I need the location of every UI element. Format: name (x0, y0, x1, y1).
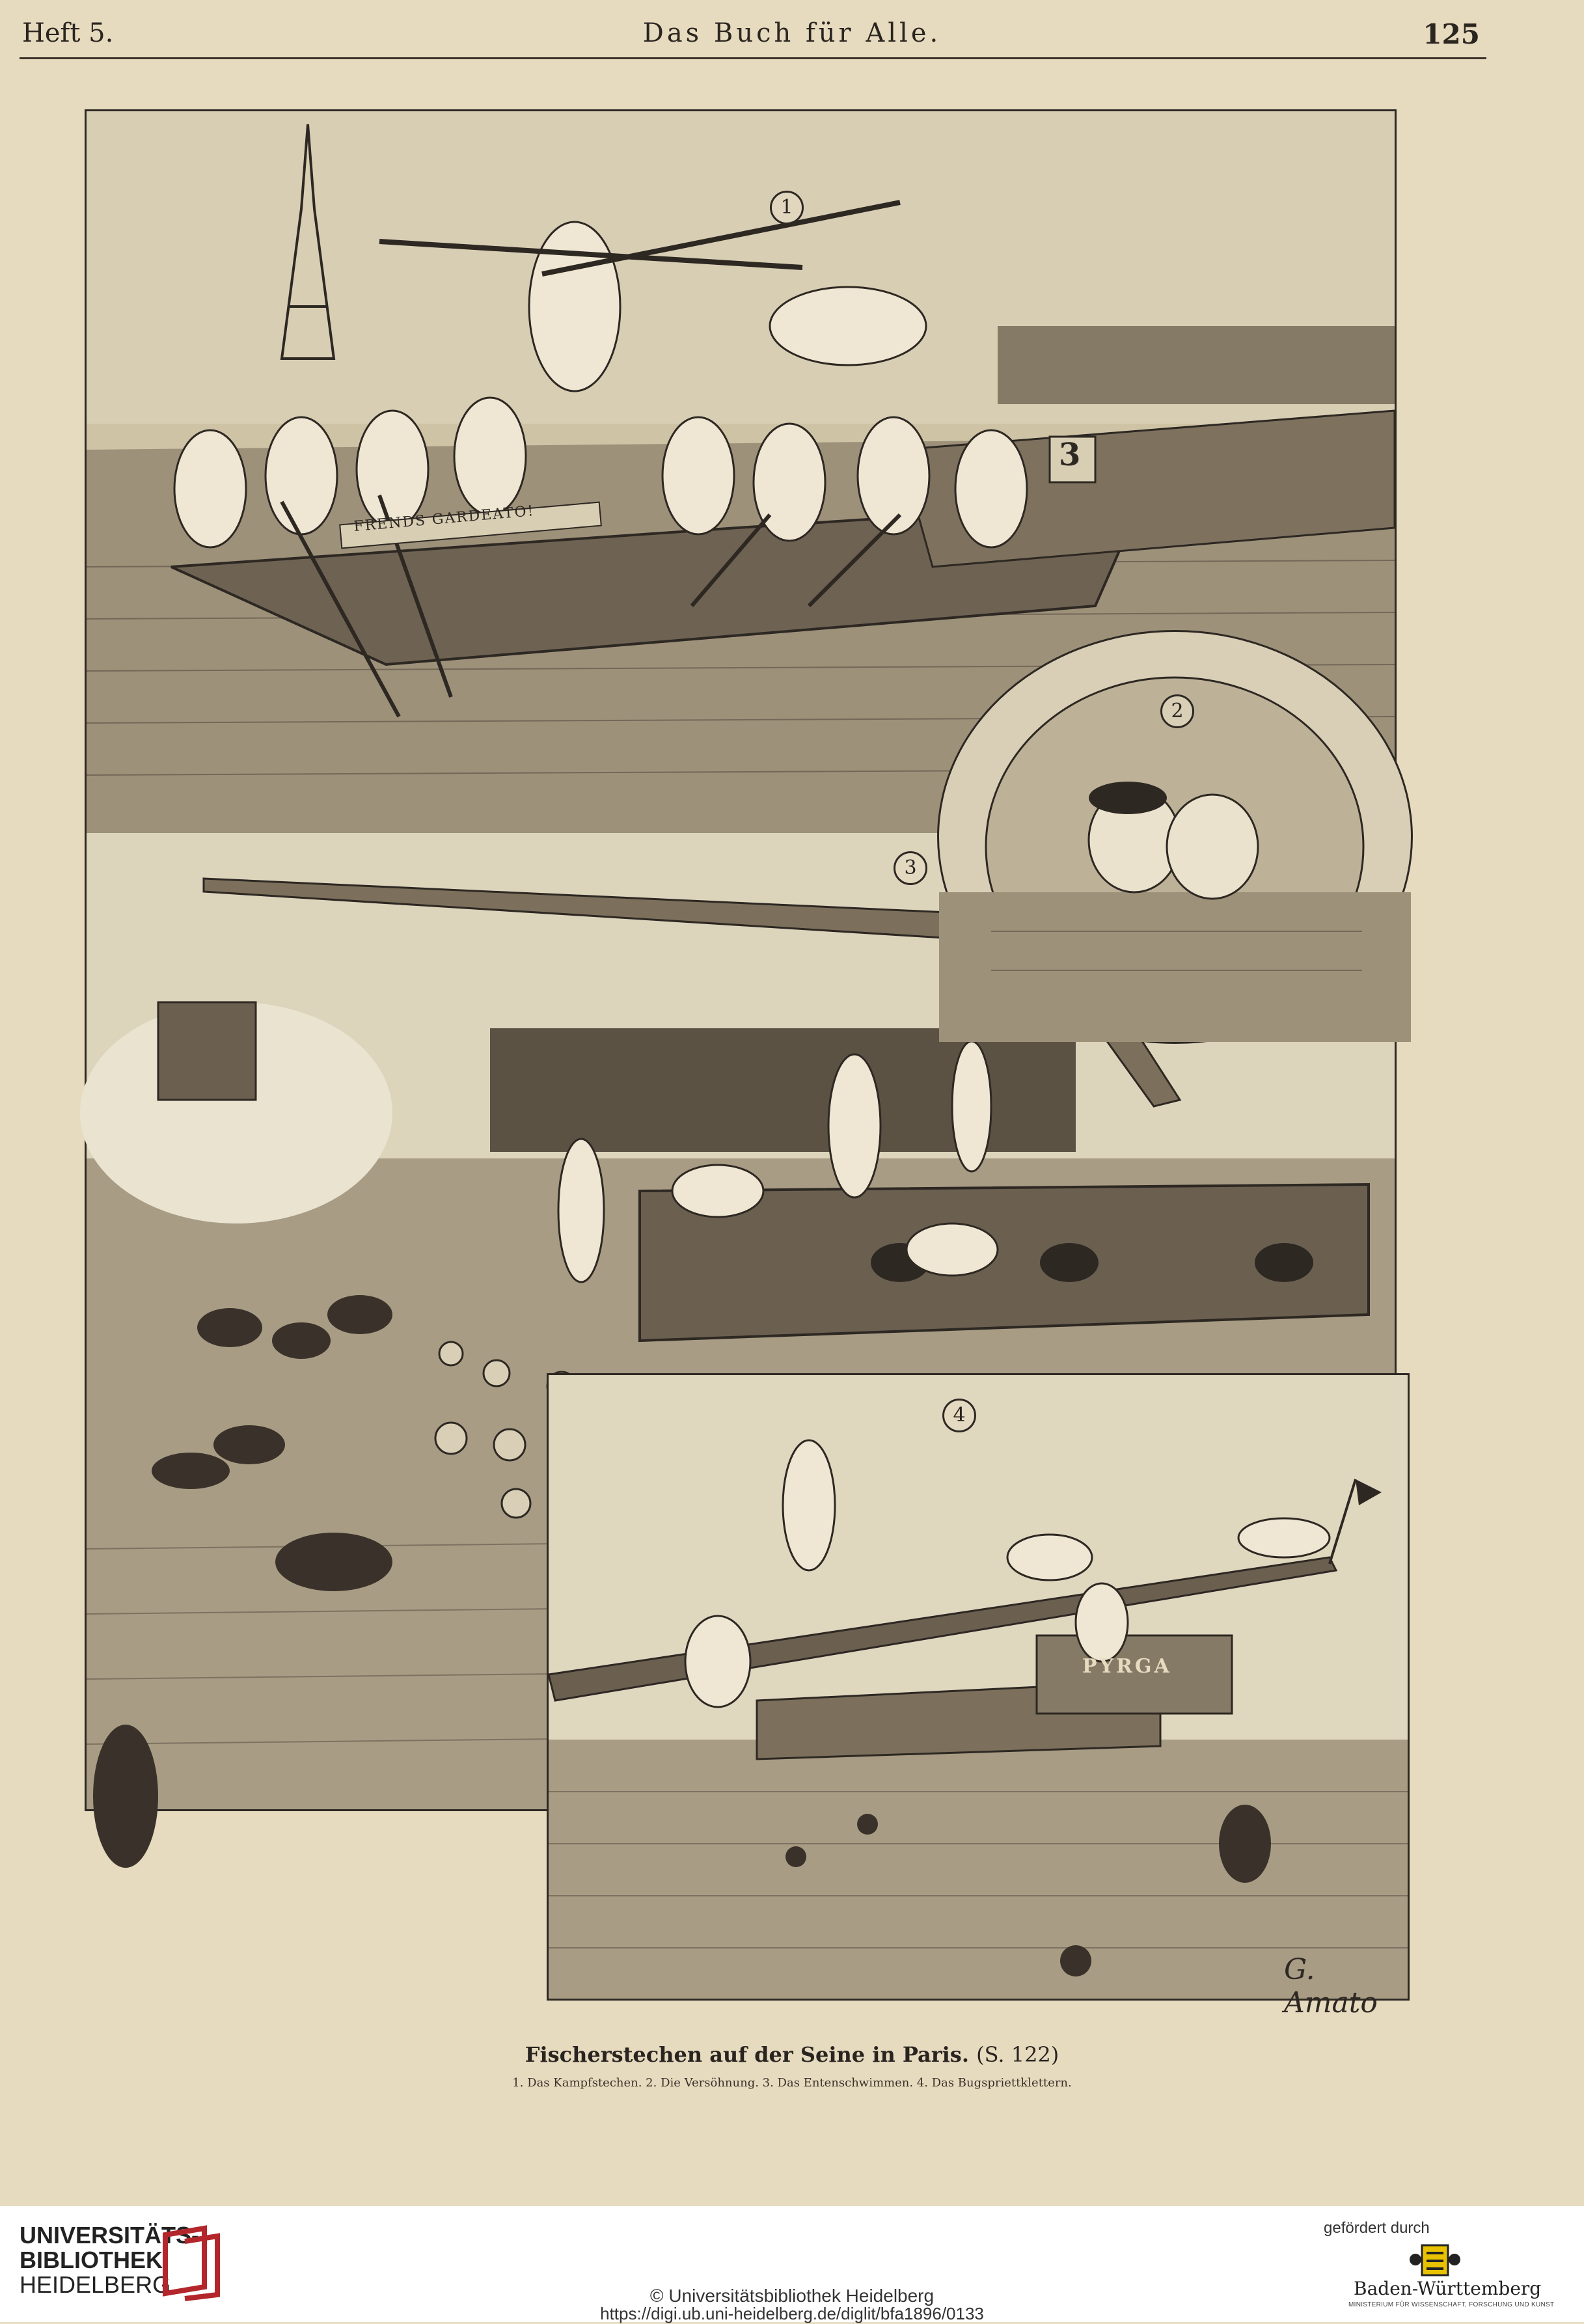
plate-1-number: 1 (770, 191, 804, 225)
plate-4-number: 4 (942, 1399, 976, 1432)
state-coat-of-arms-icon (1406, 2240, 1464, 2279)
journal-title: Das Buch für Alle. (642, 18, 942, 48)
library-name-line-2: BIBLIOTHEK (20, 2247, 163, 2273)
steamer-sign: PYRGA (1082, 1655, 1172, 1678)
plate-3-number: 3 (894, 851, 927, 885)
caption-subtitle: 1. Das Kampfstechen. 2. Die Versöhnung. 3. Das Entenschwimmen. 4. Das Bugspriettklettern. (512, 2076, 1072, 2090)
boat-number-sign: 3 (1059, 437, 1081, 473)
plate-4-illustration (547, 1373, 1410, 2019)
ministry-name: MINISTERIUM FÜR WISSENSCHAFT, FORSCHUNG UND KUNST (1348, 2301, 1555, 2308)
state-name: Baden-Württemberg (1354, 2278, 1542, 2299)
caption-title-text: Fischerstechen auf der Seine in Paris. (525, 2042, 969, 2067)
plate-4-engraving (549, 1375, 1408, 1999)
copyright-text: © Universitätsbibliothek Heidelberg (649, 2286, 935, 2306)
header-rule (20, 57, 1486, 59)
funded-by-label: gefördert durch (1324, 2219, 1430, 2237)
plate-2-illustration (937, 630, 1413, 1044)
digitization-footer (0, 2206, 1584, 2322)
caption-title (0, 2042, 1584, 2067)
plate-2-number: 2 (1160, 694, 1194, 728)
boat-name-sign: FRENDS GARDEATO! (353, 502, 536, 536)
caption-page-ref: (S. 122) (976, 2042, 1059, 2067)
library-name-line-1: UNIVERSITÄTS- (20, 2222, 200, 2249)
artist-signature: G. Amato (1284, 1953, 1378, 2019)
page-number: 125 (1423, 18, 1480, 50)
issue-label: Heft 5. (22, 18, 114, 48)
permalink-url[interactable]: https://digi.ub.uni-heidelberg.de/diglit/bfa1896/0133 (600, 2304, 984, 2323)
library-name-line-3: HEIDELBERG (20, 2271, 171, 2298)
plate-2-engraving (939, 632, 1411, 1042)
